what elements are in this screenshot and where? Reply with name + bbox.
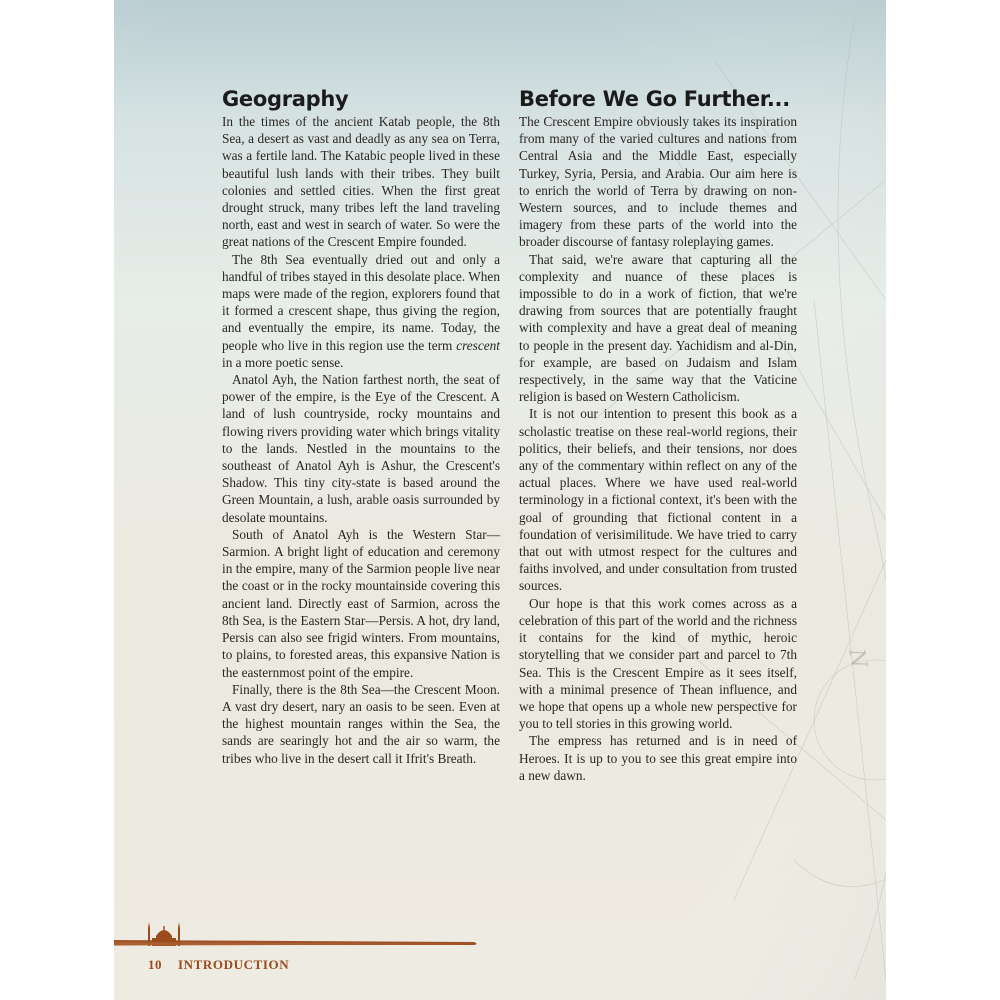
footer-brush-rule — [114, 918, 484, 948]
intro-paragraph-2: That said, we're aware that capturing all the complexity and nuance of these places is impossible to do in a work of fiction, that we're drawing from sources that are potentially fraught with complexity and have a great deal of meaning to people in the present day. Yachidism and al-Din, for example, are based on Judaism and Islam respectively, in the same way that the Vaticine religion is based on Western Catholicism. — [519, 251, 797, 405]
before-we-go-further-heading: Before We Go Further... — [519, 87, 790, 111]
geography-paragraph-4: South of Anatol Ayh is the Western Star—Sarmion. A bright light of education and ceremony in the empire, many of the Sarmion people live near the coast or in the rocky mountainside covering this ancient land. Directly east of Sarmion, across the 8th Sea, is the Eastern Star—Persis. A hot, dry land, Persis can also see frigid winters. From mountains, to plains, to forested areas, this expansive Nation is the easternmost point of the empire. — [222, 526, 500, 680]
geography-paragraph-1: In the times of the ancient Katab people, the 8th Sea, a desert as vast and deadly as any sea on Terra, was a fertile land. The Katabic people lived in these beautiful lush lands with their tribes. They built colonies and settled cities. When the first great drought struck, many tribes left the land traveling north, east and west in search of water. So were the great nations of the Crescent Empire founded. — [222, 114, 500, 250]
intro-paragraph-4: Our hope is that this work comes across as a celebration of this part of the world and the richness it contains for the kind of mythic, heroic storytelling that we consider part and parcel to 7th Sea. This is the Crescent Empire as it sees itself, with a minimal presence of Thean influence, and we hope that opens up a whole new perspective for you to tell stories in this growing world. — [519, 595, 797, 732]
geography-paragraph-2-text: The 8th Sea eventually dried out and only a handful of tribes stayed in this desolate place. When maps were made of the region, explorers found that it formed a crescent shape, thus giving the region, and eventually the empire, its name. Today, the people who live in this region use the term crescent in a more poetic sense. — [222, 251, 500, 370]
geography-paragraph-5: Finally, there is the 8th Sea—the Crescent Moon. A vast dry desert, nary an oasis to be seen. Even at the highest mountain ranges within the Sea, the sands are searingly hot and the air so warm, the tribes who live in the desert call it Ifrit's Breath. — [222, 681, 500, 766]
section-title: INTRODUCTION — [178, 957, 290, 972]
geography-paragraph-3: Anatol Ayh, the Nation farthest north, the seat of power of the empire, is the Eye of the Crescent. A land of lush countryside, rocky mountains and flowing rivers providing water which brings vitality to the lands. Nestled in the mountains to the southeast of Anatol Ayh is Ashur, the Crescent's Shadow. This tiny city-state is based around the Green Mountain, a lush, arable oasis surrounded by desolate mountains. — [222, 372, 500, 525]
before-we-go-further-column — [519, 86, 797, 784]
page-number: 10 — [148, 957, 162, 972]
intro-paragraph-3: It is not our intention to present this book as a scholastic treatise on these real-world regions, their politics, their beliefs, and their tensions, nor does any of the commentary within reflect on any of the actual places. Where we have used real-world terminology in a fictional context, it's been with the goal of grounding that fictional content in a foundation of verisimilitude. We have tried to carry that out with utmost respect for the cultures and faiths involved, and under consultation from trusted sources. — [519, 406, 797, 594]
geography-paragraph-2 — [222, 251, 500, 371]
geography-column — [222, 86, 500, 767]
intro-paragraph-1: The Crescent Empire obviously takes its inspiration from many of the varied cultures and nations from Central Asia and the Middle East, especially Turkey, Syria, Persia, and Arabia. Our aim here is to enrich the world of Terra by drawing on non-Western sources, and to include themes and imagery from these parts of the world into the broader discourse of fantasy roleplaying games. — [519, 114, 797, 250]
geography-heading: Geography — [222, 87, 349, 111]
intro-paragraph-5: The empress has returned and is in need of Heroes. It is up to you to see this great empire into a new dawn. — [519, 733, 797, 783]
